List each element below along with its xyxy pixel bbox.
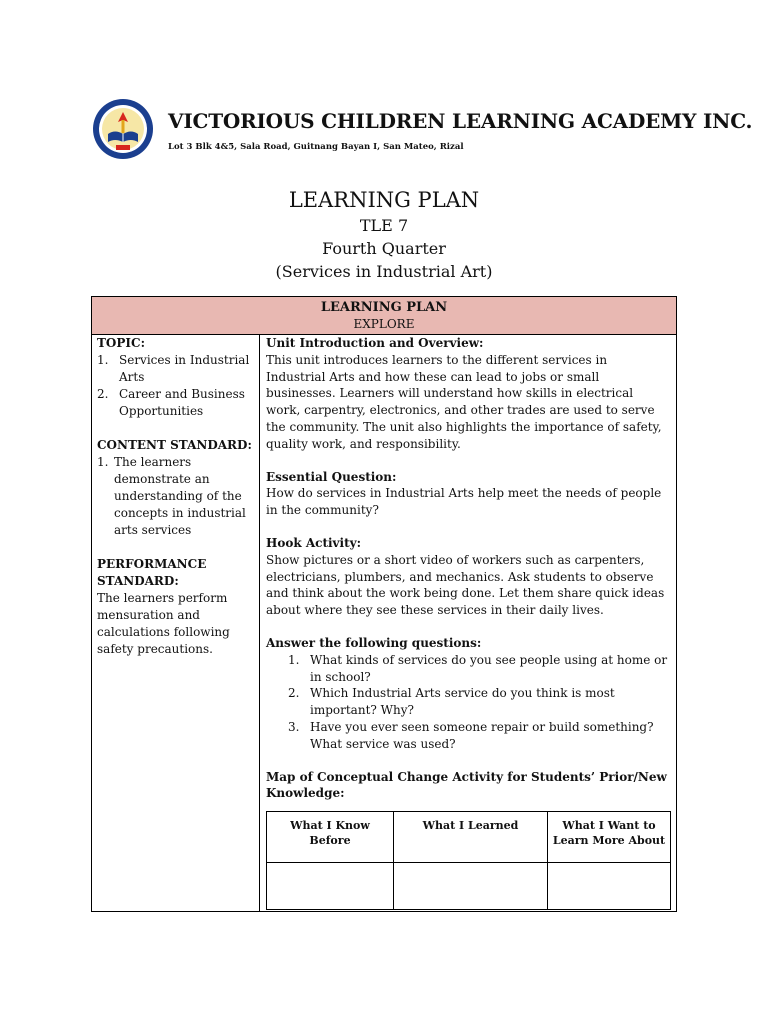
- intro-label: Unit Introduction and Overview:: [266, 336, 484, 350]
- school-seal-icon: [92, 98, 154, 160]
- list-item: 1. Services in Industrial Arts: [97, 353, 250, 384]
- performance-standard-text: The learners perform mensuration and calculations following safety precautions.: [97, 591, 230, 656]
- topic-label: TOPIC:: [97, 336, 145, 350]
- performance-standard-label: PERFORMANCE STANDARD:: [97, 557, 207, 588]
- map-answer-cell[interactable]: [267, 863, 394, 910]
- learning-plan-table: [91, 296, 677, 912]
- document-titles: [0, 186, 768, 283]
- plan-header-subtitle: EXPLORE: [353, 317, 415, 331]
- school-name: VICTORIOUS CHILDREN LEARNING ACADEMY INC.: [168, 109, 753, 133]
- school-address: Lot 3 Blk 4&5, Sala Road, Guitnang Bayan I, San Mateo, Rizal: [168, 142, 464, 152]
- hook-activity-text: Show pictures or a short video of workers such as carpenters, electricians, plumbers, and mechanics. Ask students to observe and think about the work being done. Let them share quick ideas about where they see these services in their daily lives.: [266, 552, 665, 618]
- list-item: 2. Career and Business Opportunities: [97, 387, 245, 418]
- questions-list: [266, 652, 668, 753]
- questions-label: Answer the following questions:: [266, 635, 482, 650]
- map-answer-cell[interactable]: [548, 863, 671, 910]
- standards-column: [92, 335, 260, 911]
- essential-question-label: Essential Question:: [266, 469, 397, 484]
- map-answer-cell[interactable]: [394, 863, 548, 910]
- school-header: [92, 98, 753, 162]
- map-column-header: What I Learned: [394, 812, 548, 863]
- explore-column: [261, 335, 676, 911]
- hook-activity-label: Hook Activity:: [266, 535, 362, 550]
- plan-header-title: LEARNING PLAN: [320, 300, 448, 315]
- map-activity-label: Map of Conceptual Change Activity for Students’ Prior/New Knowledge:: [266, 769, 667, 801]
- content-standard-label: CONTENT STANDARD:: [97, 438, 252, 452]
- list-item: 3. Have you ever seen someone repair or build something? What service was used?: [288, 719, 654, 751]
- topic-title: (Services in Industrial Art): [275, 262, 493, 281]
- plan-table-header: [92, 297, 676, 335]
- map-column-header: What I Want to Learn More About: [548, 812, 671, 863]
- list-item: 1. The learners demonstrate an understanding of the concepts in industrial arts services: [97, 455, 246, 537]
- page-title: LEARNING PLAN: [288, 188, 480, 212]
- intro-text: This unit introduces learners to the different services in Industrial Arts and how these can lead to jobs or small businesses. Learners will understand how skills in electrical work, carpentry, electronics, and other trades are used to serve the community. The unit also highlights the importance of safety, quality work, and responsibility.: [266, 352, 662, 451]
- list-item: 2. Which Industrial Arts service do you think is most important? Why?: [288, 686, 615, 718]
- map-column-header: What I Know Before: [267, 812, 394, 863]
- list-item: 1. What kinds of services do you see people using at home or in school?: [288, 652, 668, 684]
- quarter-title: Fourth Quarter: [322, 239, 446, 258]
- content-standard-list: [97, 454, 253, 539]
- topic-list: [97, 352, 253, 420]
- subject-title: TLE 7: [359, 216, 409, 235]
- essential-question-text: How do services in Industrial Arts help meet the needs of people in the community?: [266, 486, 662, 518]
- conceptual-change-map-table: [266, 811, 671, 910]
